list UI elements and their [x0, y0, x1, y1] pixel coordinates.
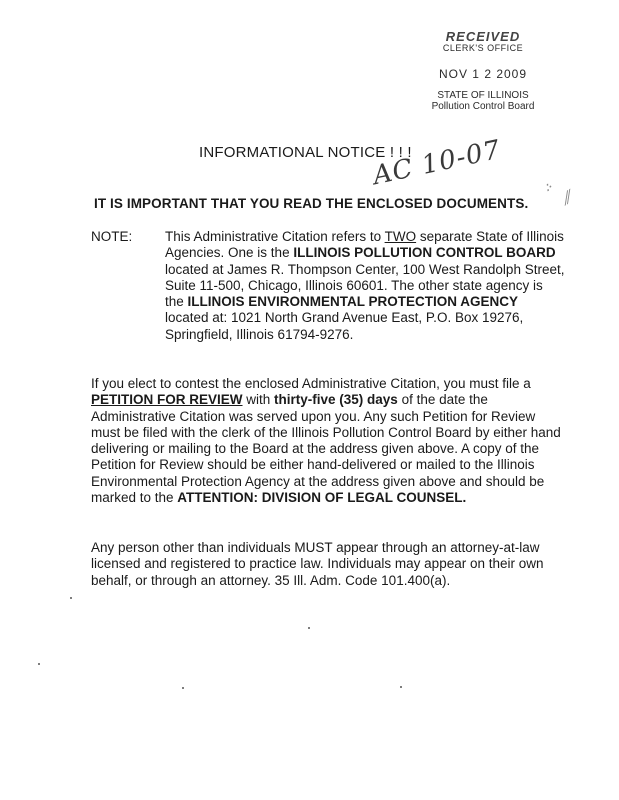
note-two: TWO: [384, 229, 417, 244]
scan-speck: [70, 597, 72, 599]
notice-title: INFORMATIONAL NOTICE ! ! !: [199, 144, 412, 161]
attorney-paragraph: Any person other than individuals MUST appear through an attorney-at-law licensed and registered to practice law. Individuals may appear on their own behalf, or through an attorney. 35 Ill. Adm. Code 101.400(a).: [91, 540, 544, 588]
note-iepa: ILLINOIS ENVIRONMENTAL PROTECTION AGENCY: [187, 294, 519, 310]
note-text-4: located at: 1021 North Grand Avenue East, P.O. Box 19276, Springfield, Illinois 61794-9276.: [165, 310, 524, 342]
important-heading: IT IS IMPORTANT THAT YOU READ THE ENCLOSED DOCUMENTS.: [94, 196, 529, 211]
stamp-board: Pollution Control Board: [431, 101, 535, 112]
handwritten-case-number: AC 10-07: [370, 134, 504, 192]
attention-line: ATTENTION: DIVISION OF LEGAL COUNSEL.: [177, 490, 467, 506]
stamp-office: CLERK'S OFFICE: [442, 43, 524, 53]
margin-scribble-2: ⁄⁄: [560, 187, 575, 208]
margin-scribble: ∶·: [542, 179, 556, 197]
scan-speck: [38, 663, 40, 665]
received-stamp: [418, 30, 548, 112]
scan-speck: [308, 627, 310, 629]
petition-for-review: PETITION FOR REVIEW: [91, 392, 243, 408]
scan-speck: [400, 686, 402, 688]
stamp-received: RECEIVED: [445, 29, 521, 44]
petition-paragraph: [91, 376, 561, 506]
stamp-date: NOV 1 2 2009: [438, 67, 528, 81]
p1-text-2: with: [242, 392, 275, 408]
p1-text-1: If you elect to contest the enclosed Administrative Citation, you must file a: [91, 376, 531, 391]
note-text-3: located at James R. Thompson Center, 100 West Randolph Street, Suite 11-500, Chicago, Illinois 60601. The other state agency is the: [165, 261, 565, 310]
note-text: [165, 229, 565, 343]
p1-text-3: of the date the Administrative Citation was served upon you. Any such Petition for Review must be filed with the clerk of the Illinois Pollution Control Board by either hand delivering or mailing to the Board at the address given above. A copy of the Petition for Review should be either hand-delivered or mailed to the Illinois Environmental Protection Agency at the address given above and should be marked to the: [91, 392, 561, 506]
note-text-1: This Administrative Citation refers to: [165, 229, 385, 244]
note-label: NOTE:: [91, 229, 133, 244]
note-text-2: separate State of Illinois Agencies. One is the: [165, 229, 564, 261]
scan-speck: [182, 687, 184, 689]
deadline-days: thirty-five (35) days: [274, 392, 398, 408]
stamp-state: STATE OF ILLINOIS: [437, 90, 529, 101]
note-pcb: ILLINOIS POLLUTION CONTROL BOARD: [293, 245, 556, 261]
